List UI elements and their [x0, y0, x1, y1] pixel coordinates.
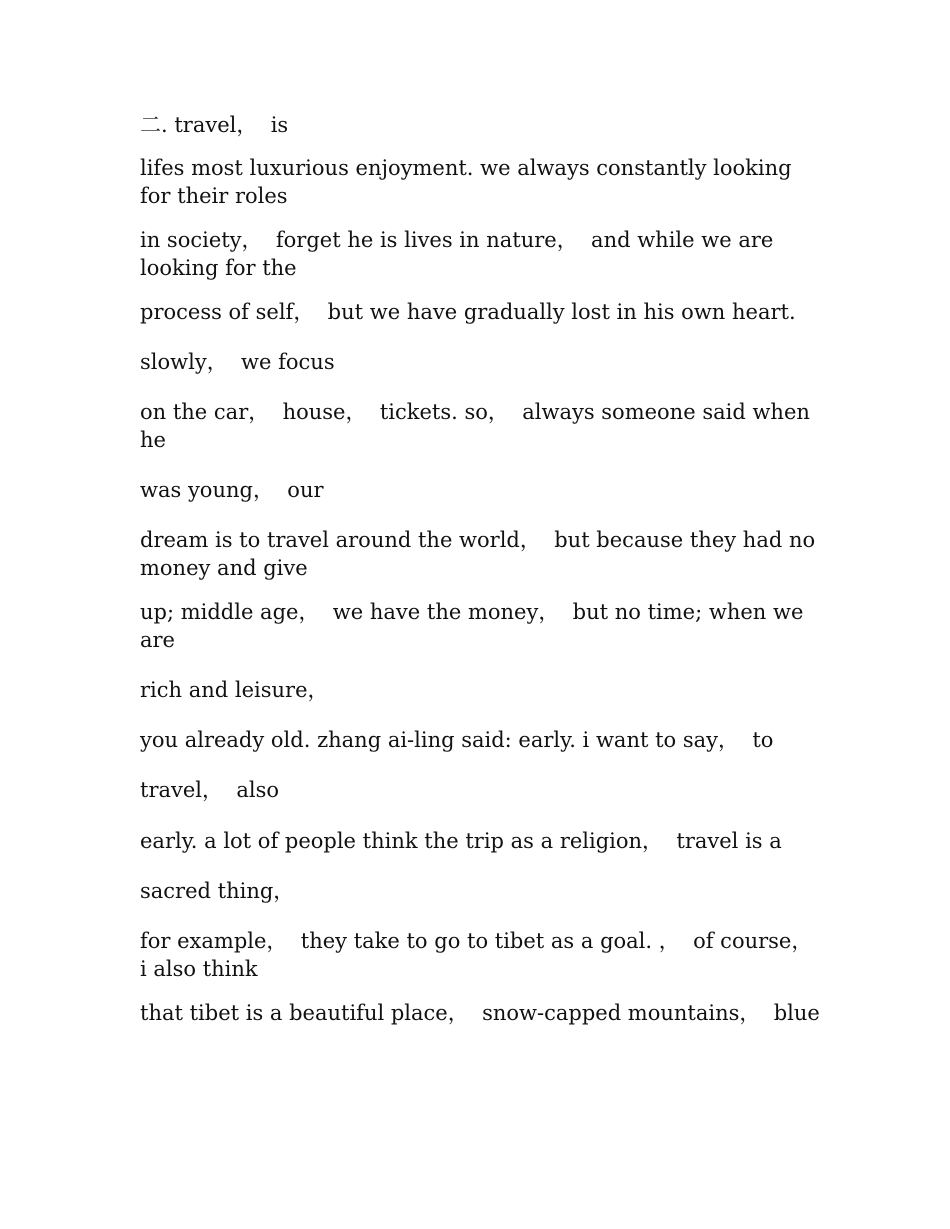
paragraph: was young， our [140, 478, 324, 502]
paragraph: rich and leisure， [140, 678, 329, 702]
paragraph: on the car， house， tickets. so， always someone said when he [140, 400, 817, 452]
paragraph: in society， forget he is lives in nature， and while we are looking for the [140, 228, 780, 280]
paragraph: that tibet is a beautiful place， snow-capped mountains， blue [140, 1001, 820, 1025]
paragraph: sacred thing， [140, 879, 295, 903]
paragraph: process of self， but we have gradually lost in his own heart. [140, 300, 796, 324]
paragraph: travel， also [140, 778, 280, 802]
document-body [140, 111, 826, 1027]
paragraph: early. a lot of people think the trip as a religion， travel is a [140, 829, 782, 853]
paragraph: up; middle age， we have the money， but no time; when we are [140, 600, 811, 652]
paragraph: dream is to travel around the world， but because they had no money and give [140, 528, 822, 580]
paragraph-heading: 二. travel， is [140, 113, 289, 137]
paragraph: you already old. zhang ai-ling said: early. i want to say， to [140, 728, 774, 752]
paragraph: slowly， we focus [140, 350, 335, 374]
paragraph: for example， they take to go to tibet as a goal. ， of course， i also think [140, 929, 826, 981]
paragraph: lifes most luxurious enjoyment. we always constantly looking for their roles [140, 156, 799, 208]
